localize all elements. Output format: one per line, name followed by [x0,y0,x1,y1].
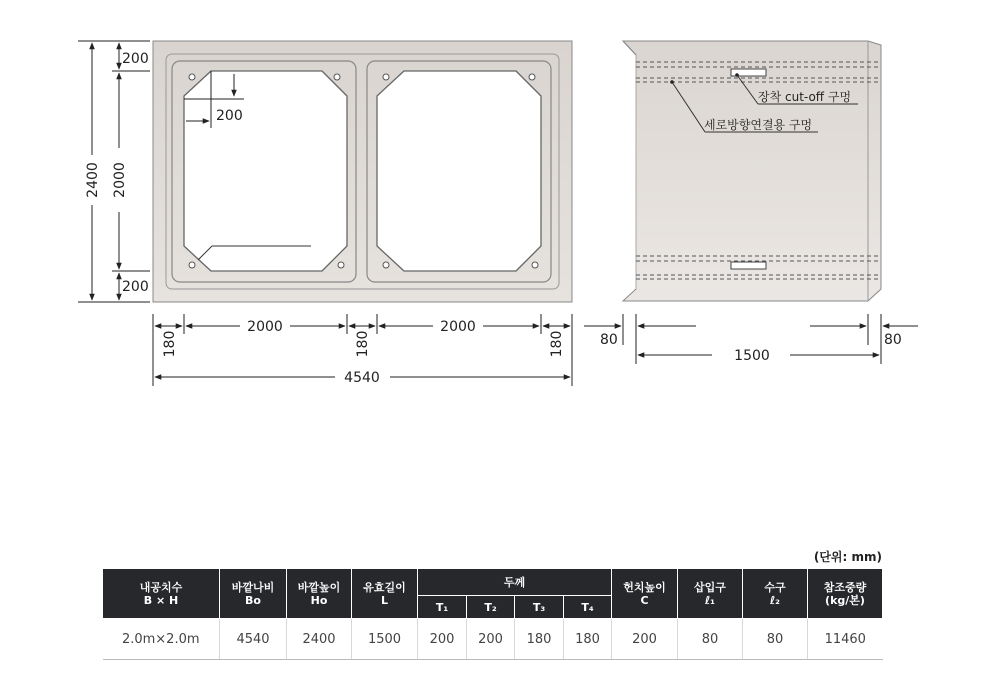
header-socket: 수구 ℓ₂ [743,569,808,619]
cell-effective-length: 1500 [352,619,418,660]
side-view [584,41,918,364]
dim-wall-mid: 180 [355,330,371,358]
dim-cell-width-right: 2000 [440,319,476,335]
lifting-hole [383,262,389,268]
cell-haunch-height: 200 [612,619,678,660]
dim-total-width: 4540 [344,370,380,386]
label-vertical-hole: 세로방향연결용 구멍 [704,118,813,132]
header-t3: T₃ [515,596,564,619]
lifting-hole [189,74,195,80]
dim-top-slab: 200 [122,51,149,67]
header-thickness: 두께 [418,569,612,596]
lifting-hole [532,262,538,268]
cell-outer-width: 4540 [220,619,287,660]
label-cutoff-hole: 장착 cut-off 구멍 [758,90,852,104]
lifting-hole [383,74,389,80]
dim-bottom-slab: 200 [122,279,149,295]
lifting-hole [529,74,535,80]
front-view [78,41,572,386]
dim-socket-right: 80 [884,332,902,348]
lifting-hole [189,262,195,268]
cell-inner-size: 2.0m×2.0m [103,619,220,660]
cell-weight: 11460 [808,619,883,660]
unit-label: (단위: mm) [813,550,882,564]
dim-cell-width-left: 2000 [247,319,283,335]
dim-socket-left: 80 [600,332,618,348]
cell-socket: 80 [743,619,808,660]
cell-t3: 180 [515,619,564,660]
header-weight: 참조중량 (kg/본) [808,569,883,619]
header-t2: T₂ [467,596,515,619]
leader-dot [735,73,739,77]
cutoff-slot-bottom [731,262,766,269]
cell-t1: 200 [418,619,467,660]
lifting-hole [338,262,344,268]
header-effective-length: 유효길이 L [352,569,418,619]
header-outer-height: 바깥높이 Ho [287,569,352,619]
dim-height-inner: 2000 [112,162,128,198]
dim-haunch: 200 [216,108,243,124]
header-outer-width: 바깥나비 Bo [220,569,287,619]
cell-t2: 200 [467,619,515,660]
dim-length: 1500 [734,348,770,364]
cell-t4: 180 [564,619,612,660]
header-haunch-height: 헌치높이 C [612,569,678,619]
header-t1: T₁ [418,596,467,619]
spec-table [102,568,883,660]
header-insert-hole: 삽입구 ℓ₁ [678,569,743,619]
dim-height-total: 2400 [85,162,101,198]
dim-wall-right: 180 [549,330,565,358]
dim-wall-left: 180 [162,330,178,358]
table-row [103,619,883,660]
leader-dot [670,80,674,84]
lifting-hole [334,74,340,80]
header-inner-size: 내공치수 B × H [103,569,220,619]
left-cell-opening [184,71,347,271]
header-t4: T₄ [564,596,612,619]
cell-insert-hole: 80 [678,619,743,660]
cell-outer-height: 2400 [287,619,352,660]
right-cell-opening [377,71,541,271]
